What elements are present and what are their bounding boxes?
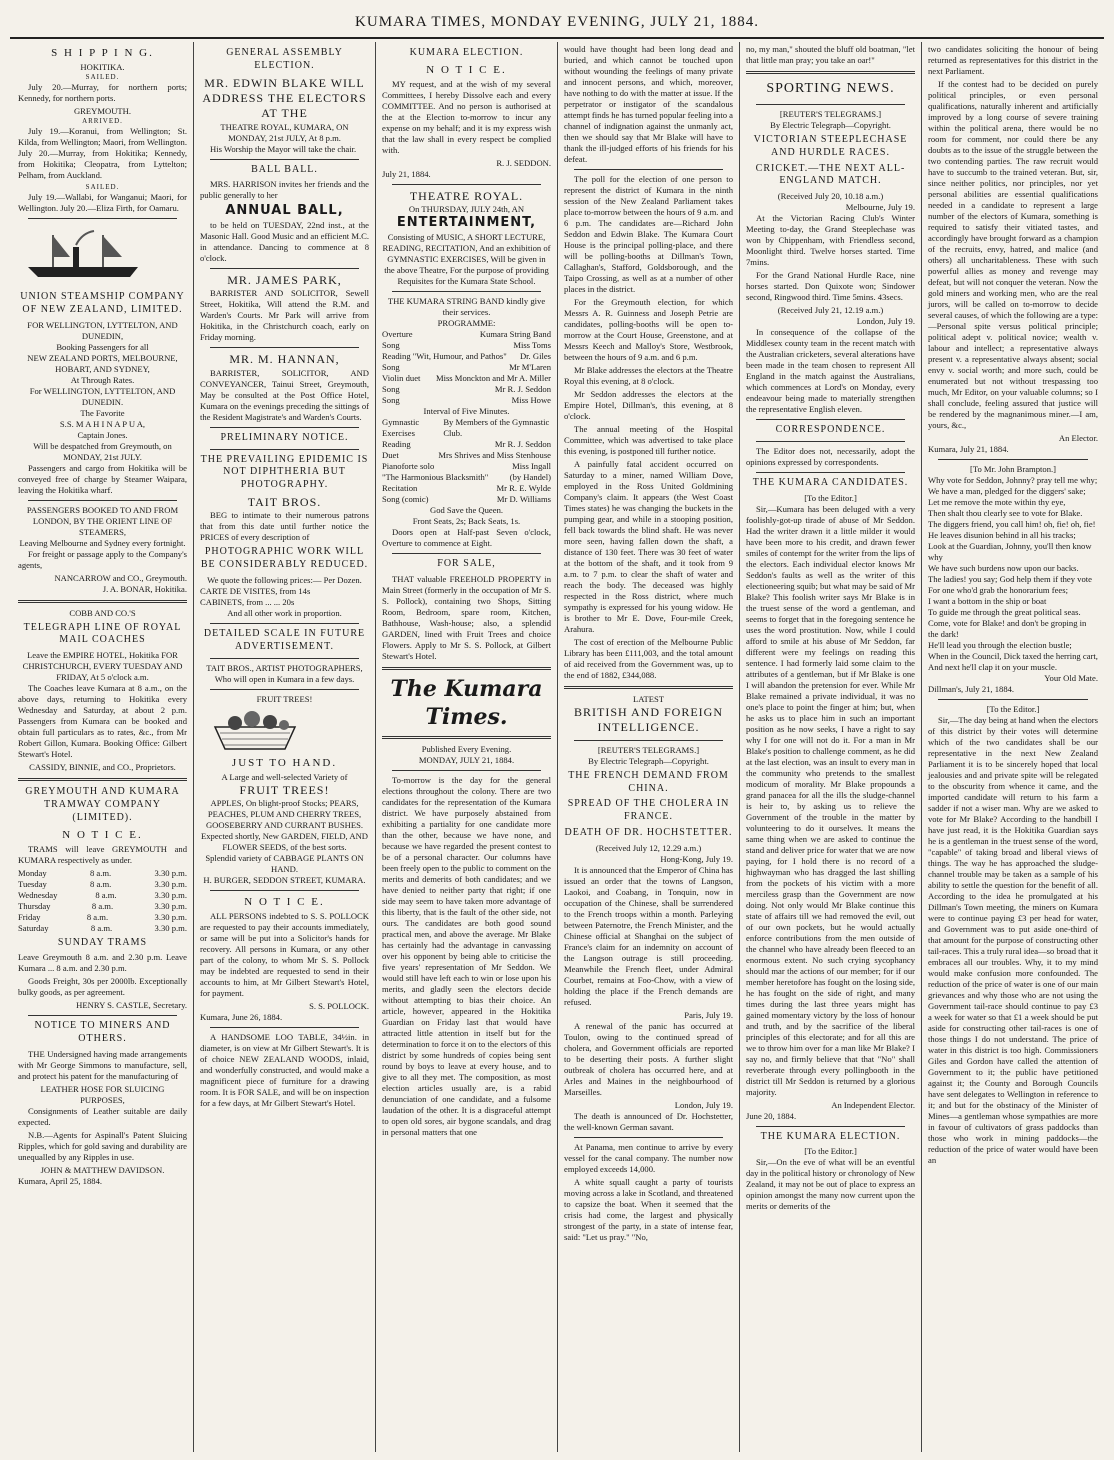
- masthead-rule: [10, 37, 1104, 39]
- divider: [382, 736, 551, 739]
- london-dateline-2: London, July 19.: [856, 316, 915, 327]
- british-foreign-heading: BRITISH AND FOREIGN INTELLIGENCE.: [573, 705, 723, 735]
- to-brampton: [To Mr. John Brampton.]: [969, 464, 1057, 474]
- hospital-text: The annual meeting of the Hospital Committee, which was advertised to take place this evening, is postponed till further notice.: [564, 424, 733, 456]
- london-dateline: London, July 19.: [674, 1099, 733, 1110]
- ga-heading: GENERAL ASSEMBLY ELECTION.: [226, 47, 343, 71]
- poem-line: He'll lead you through the election bustle;: [928, 640, 1072, 650]
- agent-1: NANCARROW and CO., Greymouth.: [54, 572, 187, 583]
- annual-ball-title: ANNUAL BALL,: [225, 203, 344, 219]
- programme-item: Pianoforte solo Miss Ingall: [382, 460, 551, 471]
- poem-line: To guide me through the great political seas.: [928, 607, 1081, 617]
- column-5: [740, 42, 922, 1452]
- programme-item: Duet Mrs Shrives and Miss Stenhouse: [382, 449, 551, 460]
- castle-sig: HENRY S. CASTLE, Secretary.: [76, 1000, 187, 1011]
- sailing-date: MONDAY, 21st JULY.: [63, 451, 142, 462]
- programme-item: Violin duet Miss Monckton and Mr A. Miller: [382, 372, 551, 383]
- hongkong-dateline: Hong-Kong, July 19.: [660, 853, 733, 864]
- letter-sig: An Independent Elector.: [831, 1099, 915, 1110]
- fruit-basket-icon: [200, 705, 310, 751]
- squall-continued: no, my man," shouted the bluff old boatman, "let that little man pray; you take an oar!": [746, 44, 915, 65]
- interval-line: Interval of Five Minutes.: [423, 405, 510, 416]
- prelim-heading: PRELIMINARY NOTICE.: [220, 431, 349, 443]
- schedule-row: Tuesday 8 a.m. 3.30 p.m.: [18, 878, 187, 889]
- park-text: BARRISTER AND SOLICITOR, Sewell Street, Hokitika, Will attend the R.M. and Warden's Courts. Mr Park will arrive from Hokitika, in the Christchurch coach, early on Friday morning.: [200, 288, 369, 343]
- leader-continued: would have thought had been long dead and buried, and which cannot be touched upon without wounding the feelings of many private and innocent persons, and which, moreover, have nothing to do with the matter at issue. If the perpetrator or instigator of the scandalous attempt finds he has turned popular feeling into a channel of indignation against the unmanly act, then we should say that Mr Blake will have to thank the ill-judged efforts of his friends for his defeat.: [564, 44, 733, 164]
- union-rates: At Through Rates.: [70, 374, 135, 385]
- programme-item: Song (comic) Mr D. Williams: [382, 493, 551, 504]
- divider: [210, 449, 359, 450]
- divider: [210, 268, 359, 269]
- steeplechase-text: At the Victorian Racing Club's Winter Meeting to-day, the Grand Steeplechase was won by Chippenham, with Friendless second, Moonlight third. Twelve horses started. Time 7mins.: [746, 213, 915, 268]
- ball-heading: BALL BALL.: [251, 163, 318, 175]
- poem-line: I want a bottom in the ship or boat: [928, 596, 1047, 606]
- seddon-notice-text: MY request, and at the wish of my several Committees, I hereby Dissolve each and every COMMITTEE. And no person is authorised at the at the Election to-morrow to incur any expense on my behalf; and it is my express wish that the law shall in every respect be complied with.: [382, 78, 551, 155]
- schedule-row: Saturday 8 a.m. 3.30 p.m.: [18, 922, 187, 933]
- union-ports: NEW ZEALAND PORTS, MELBOURNE, HOBART, AND SYDNEY,: [27, 352, 178, 374]
- greymouth-heading: GREYMOUTH.: [73, 106, 132, 117]
- quote-line: We quote the following prices:— Per Dozen.: [207, 574, 362, 585]
- sporting-news-heading: SPORTING NEWS.: [766, 81, 895, 96]
- byline-2: By Electric Telegraph—Copyright.: [770, 119, 891, 130]
- seddon-address-text: Mr Seddon addresses the electors at the Empire Hotel, Dillman's, this evening, at 8 o'clock.: [564, 389, 733, 421]
- leader-article: To-morrow is the day for the general elections throughout the colony. There are two candidates for the representation of the Kumara district. We have purposely abstained from exhibiting a partiality for one candidate more than the other, because we have none, and because we have regarded the present contest to be of a personal character. Our columns have been freely open to the public to comment on the merits and demerits of both candidates; and we have denied to neither party that right; if one side may seem to have taken more advantage of this liberty, that is the fault of the other side, not ours. The candidates are both good sound practical men, and above the average. Mr Blake has certainly had the advantage in canvassing over his opponent by being able to criticise the five years' representation of Mr Seddon. We would still have left each to win or lose upon his merits, and gladly seen the electors decide without attempting to bias their choice. An article, however, appeared in the Hokitika Guardian on Friday last that would have attracted little attention in itself but for the determination to force it on to the electors of this district by some hundreds of copies being sent round by boys to leave at every house, and to give to all they met. The composition, as most election articles usually are, is a rabid denunciation of one candidate, and a fulsome laudation of the other. It is a disgraceful attempt to open old sores, air bygone scandals, and drag in personal matters that one: [382, 774, 551, 1137]
- divider: [756, 104, 905, 105]
- favorite-label: The Favorite: [80, 407, 125, 418]
- string-band: THE KUMARA STRING BAND kindly give their services.: [387, 295, 546, 317]
- cricket-text: In consequence of the collapse of the Middlesex county team in the recent match with the Australian cricketers, several alterations have been made in the team chosen to represent All England in the match against the Australians, which commences at Lord's on Monday, every endeavour being made to materially strengthen the representative English eleven.: [746, 327, 915, 415]
- poem-line: Let me remove the mote within thy eye,: [928, 497, 1066, 507]
- poem-line: And next he'll clap it on your muscle.: [928, 662, 1057, 672]
- cabbage-line: Splendid variety of CABBAGE PLANTS ON HAND.: [205, 852, 364, 874]
- arrived-label: ARRIVED.: [82, 117, 123, 126]
- seats-line: Front Seats, 2s; Back Seats, 1s.: [412, 515, 521, 526]
- divider: [564, 686, 733, 689]
- poem-date: Dillman's, July 21, 1884.: [928, 684, 1015, 694]
- harrison-text: MRS. HARRISON invites her friends and the public generally to her: [200, 179, 369, 201]
- ship-name: S.S. M A H I N A P U A,: [59, 418, 146, 429]
- trams-leave: TRAMS will leave GREYMOUTH and KUMARA respectively as under.: [18, 843, 187, 865]
- notice-heading: N O T I C E.: [62, 828, 143, 841]
- kumara-election-heading: THE KUMARA ELECTION.: [760, 1130, 901, 1142]
- blake-address-text: Mr Blake addresses the electors at the Theatre Royal this evening, at 8 o'clock.: [564, 365, 733, 386]
- union-for: FOR WELLINGTON, LYTTELTON, AND DUNEDIN,: [27, 319, 178, 341]
- queen-line: God Save the Queen.: [429, 504, 504, 515]
- davidson-date: Kumara, April 25, 1884.: [18, 1175, 103, 1186]
- to-editor-2: [To the Editor.]: [804, 1146, 857, 1157]
- correspondence-heading: CORRESPONDENCE.: [775, 424, 886, 436]
- tait-artists: TAIT BROS., ARTIST PHOTOGRAPHERS, Who will open in Kumara in a few days.: [206, 662, 363, 684]
- letter-body: If the contest had to be decided on purely political principles, or even personal qualifications, naturally inherent and artificially improved by a long course of severe training within the political arena, there would be no room for comment, nor could there be any doubts as to the issue of the struggle between the two contending parties. The raw recruit would have to succumb to the trained veteran. But, sir, since neither politics, nor principles, nor yet personal abilities are essential qualifications needed in a candidate to represent a large number of the electors of Kumara, something is required to satisfy their vitiated tastes, and accordingly have brought forward as a champion of the recruits, envy, hatred, and malice (and others) all uncharitableness. These with such powerful allies as money and revenge may defeat, but will not conquer the veteran. Now the gold miners and working men, who are the real jurors, will be called on to-morrow to decide several causes, of which the following are a type:—Personal spite versus political principle; political adept v. political novice; wealth v. labour and intellect; a representative always present v. a representative always absent; social envy v. social worth; and more such, could be enumerated but not without trespassing too much, Mr Editor, on your valuable columns; so I shall conclude, feeling assured that justice will be rendered by the magnanimous miner.—I am, yours, &c.,: [928, 79, 1098, 430]
- to-editor-3: [To the Editor.]: [986, 704, 1040, 714]
- steamship-icon: [18, 227, 148, 281]
- blake-notice: MR. EDWIN BLAKE WILL ADDRESS THE ELECTORS AT THE: [202, 75, 367, 121]
- hokitika-heading: HOKITIKA.: [80, 62, 125, 73]
- schedule-row: Wednesday 8 a.m. 3.30 p.m.: [18, 889, 187, 900]
- booked-heading: PASSENGERS BOOKED TO AND FROM: [26, 504, 179, 515]
- divider: [28, 500, 177, 501]
- other-work: And all other work in proportion.: [227, 607, 342, 618]
- poem-line: When in the Council, Dick taxed the herring cart,: [928, 651, 1098, 661]
- divider: [210, 1027, 359, 1028]
- masthead: KUMARA TIMES, MONDAY EVENING, JULY 21, 1884.: [355, 14, 759, 30]
- reuter-label-2: [REUTER'S TELEGRAMS.]: [779, 108, 882, 119]
- letter-date: June 20, 1884.: [746, 1110, 797, 1121]
- union-booking: Booking Passengers for all: [56, 341, 149, 352]
- melbourne-dateline: Melbourne, July 19.: [845, 202, 915, 213]
- agent-2: J. A. BONAR, Hokitika.: [102, 583, 187, 594]
- photo-work: PHOTOGRAPHIC WORK WILL BE CONSIDERABLY REDUCED.: [200, 546, 369, 571]
- hochstetter-heading: DEATH OF DR. HOCHSTETTER.: [564, 826, 733, 838]
- divider: [210, 347, 359, 348]
- divider: [210, 623, 359, 624]
- union-for-2: For WELLINGTON, LYTTELTON, AND DUNEDIN.: [29, 385, 176, 407]
- sailed-label-2: SAILED.: [85, 182, 120, 191]
- freight-text: For freight or passage apply to the Company's agents,: [18, 548, 187, 570]
- notice-heading-3: N O T I C E.: [426, 63, 507, 76]
- divider: [746, 71, 915, 74]
- divider: [28, 1015, 177, 1016]
- burger-sig: H. BURGER, SEDDON STREET, KUMARA.: [203, 874, 366, 885]
- passengers-text: Passengers and cargo from Hokitika will be conveyed free of charge by Steamer Waipara, leaving the Hokitika wharf.: [18, 462, 187, 495]
- divider: [392, 770, 541, 771]
- entertainment-title: ENTERTAINMENT,: [396, 215, 537, 231]
- cricket-heading: CRICKET.—THE NEXT ALL-ENGLAND MATCH.: [755, 162, 906, 187]
- latest-label: LATEST: [632, 694, 665, 704]
- pollock-sig: S. S. POLLOCK.: [309, 1001, 369, 1012]
- epidemic-text: THE PREVAILING EPIDEMIC IS NOT DIPHTHERIA BUT PHOTOGRAPHY.: [200, 453, 369, 491]
- loo-table-text: A HANDSOME LOO TABLE, 34½in. in diameter, is on view at Mr Gilbert Stewart's. It is of choice NEW ZEALAND WOODS, inlaid, and wonderfully constructed, and would make a magnificent piece of furniture for a drawing room. It is FOR SALE, and will be on inspection for a few days, at Mr Gilbert Stewart's Hotel.: [200, 1032, 369, 1109]
- elector-sig: An Elector.: [1058, 433, 1098, 443]
- notice-heading-2: N O T I C E.: [244, 895, 325, 908]
- cholera-heading: SPREAD OF THE CHOLERA IN FRANCE.: [567, 798, 730, 823]
- apples-list: APPLES, On blight-proof Stocks; PEARS, PEACHES, PLUM AND CHERRY TREES, GOOSEBERRY AND CURRANT BUSHES. Expected shortly, New GARDEN, FIELD, AND FLOWER SEEDS, of the best sorts.: [201, 797, 368, 852]
- ball-text: to be held on TUESDAY, 22nd inst., at the Masonic Hall. Good Music and an efficient M.C. in attendance. Dancing to commence at 8 o'clock.: [200, 220, 369, 264]
- coach-leave: Leave the EMPIRE HOTEL, Hokitika FOR CHRISTCHURCH, EVERY TUESDAY AND FRIDAY, At 5 o'clock a.m.: [22, 650, 183, 683]
- to-editor: [To the Editor.]: [804, 492, 857, 503]
- divider: [574, 169, 723, 170]
- divider: [938, 699, 1088, 700]
- accident-text: A painfully fatal accident occurred on Saturday to a miner, named William Dove, employed in the Ross United Goldmining Company's claim. It appears (the West Coast Times states) he was changing the buckets in the pumping gear, and while in a stooping position, fell back towards the blind shaft. He was never more seen, having fallen down the shaft, a distance of 130 feet. There was 30 feet of water at the bottom of the shaft, and it took from 9 a.m. to 7 p.m. to clear the shaft of water and reach the body. The deceased was highly respected in the Ross district, where much sympathy is expressed for his young widow. He is brother to Mr E. Dove, Four-mile Creek, Arahura.: [564, 459, 733, 634]
- programme-item: Overture Kumara String Band: [382, 328, 551, 339]
- davidson-sig: JOHN & MATTHEW DAVIDSON.: [40, 1164, 165, 1175]
- byline: By Electric Telegraph—Copyright.: [588, 755, 709, 766]
- consign-text: Consignments of Leather suitable are daily expected.: [18, 1105, 187, 1127]
- seddon-sig: R. J. SEDDON.: [496, 157, 551, 168]
- doors-text: Doors open at Half-past Seven o'clock, Overture to commence at Eight.: [382, 526, 551, 548]
- coaches-text: The Coaches leave Kumara at 8 a.m., on the above days, returning to Hokitika every Wednesday and Saturday, at about 2 p.m. Passengers from Kumara can be booked and obtain full particulars as to rates, &c., from Mr Robert Gillon, Kumara. Booking Office: Gilbert Stewart's Hotel.: [18, 683, 187, 760]
- hannan-text: BARRISTER, SOLICITOR, AND CONVEYANCER, Tainui Street, Greymouth, May be consulted at the Post Office Hotel, Kumara on the evenings preceding the sittings of the Resident Magistrate's and Warden's Courts.: [200, 367, 369, 422]
- candidates-heading: THE KUMARA CANDIDATES.: [752, 476, 909, 488]
- poem-line: Come, vote for Blake! and don't be groping in the dark!: [928, 618, 1087, 639]
- poem-sig: Your Old Mate.: [1044, 673, 1098, 683]
- for-sale-text: THAT valuable FREEHOLD PROPERTY in Main Street (formerly in the occupation of Mr S. S. Pollock), containing two Shops, Sitting Room, Bedroom, spare room, Kitchen, Bathhouse, Wash-house; also, a splendid GARDEN, lined with Fruit Trees and choice Flowers. Apply to Mr S. S. Pollock, at Gilbert Stewart's Hotel.: [382, 573, 551, 661]
- poll-text: The poll for the election of one person to represent the district of Kumara in the ninth session of the New Zealand Parliament takes place to-morrow between the hours of 9 a.m. and 6 p.m. The candidates are—Richard John Seddon and Edwin Blake. The Kumara Court House is the principal polling-place, and there will be polling-booths at Dillman's Town, Callaghan's, Stafford, Goldsborough, and the Taipo Crossing, as well as at a number of other places in the district.: [564, 174, 733, 294]
- schedule-row: Friday 8 a.m. 3.30 p.m.: [18, 911, 187, 922]
- worship-text: His Worship the Mayor will take the chair.: [210, 143, 357, 154]
- issue-date: MONDAY, JULY 21, 1884.: [418, 754, 515, 765]
- divider: [210, 890, 359, 891]
- shipping-heading: S H I P P I N G.: [51, 47, 154, 59]
- consisting-text: Consisting of MUSIC, A SHORT LECTURE, READING, RECITATION, And an exhibition of GYMNASTIC EXERCISES, Will be given in the above Theatre, For the purpose of providing Requisites for the Kumara State School.: [382, 231, 551, 286]
- poem-line: We have a man, pledged for the diggers' sake;: [928, 486, 1086, 496]
- divider: [18, 778, 187, 781]
- poem-line: For one who'd grab the honorarium fees;: [928, 585, 1068, 595]
- despatched: Will be despatched from Greymouth, on: [33, 440, 172, 451]
- hochstetter-text: The death is announced of Dr. Hochstetter, the well-known German savant.: [564, 1110, 733, 1132]
- received-1: (Received July 20, 10.18 a.m.): [777, 191, 884, 202]
- london-line: LONDON, BY THE ORIENT LINE OF STEAMERS,: [32, 515, 173, 537]
- telegraph-line: TELEGRAPH LINE OF ROYAL MAIL COACHES: [23, 621, 182, 646]
- programme-heading: PROGRAMME:: [437, 317, 496, 328]
- divider: [18, 600, 187, 603]
- fruit-trees-title: FRUIT TREES!: [239, 782, 330, 797]
- divider: [756, 472, 905, 473]
- theatre-royal-heading: THEATRE ROYAL.: [409, 188, 524, 203]
- divider: [392, 553, 541, 554]
- cabinets-price: CABINETS, from ... ... 20s: [200, 596, 295, 607]
- nb-text: N.B.—Agents for Aspinall's Patent Sluicing Ripples, which for gold saving and durability are unequalled by any Ripples in use.: [18, 1129, 187, 1162]
- large-variety: A Large and well-selected Variety of: [221, 771, 348, 782]
- divider: [210, 159, 359, 160]
- pollock-text: ALL PERSONS indebted to S. S. POLLOCK are requested to pay their accounts immediately, or same will be put into a Solicitor's hands for recovery. All persons in Kumara, or any other part of the colony, to whom Mr S. S. Pollock may be indebted are requested to send in their accounts to him, at Mr Gilbert Stewart's Hotel, for payment.: [200, 911, 369, 999]
- for-sale-heading: FOR SALE,: [437, 557, 496, 569]
- hurdle-text: For the Grand National Hurdle Race, nine horses started. Don Quixote won; Sindower second, Ringwood third. Time 5mins. 43secs.: [746, 270, 915, 303]
- programme-item: Song Miss Toms: [382, 339, 551, 350]
- editor-note: The Editor does not, necessarily, adopt the opinions expressed by correspondents.: [746, 445, 915, 467]
- seddon-date: July 21, 1884.: [382, 168, 431, 179]
- programme-item: Reading "Wit, Humour, and Pathos" Dr. Giles: [382, 350, 551, 361]
- panama-text: At Panama, men continue to arrive by every vessel for the canal company. The number now employed exceeds 14,000.: [564, 1141, 733, 1174]
- newspaper-title: The Kumara Times.: [390, 675, 543, 730]
- column-4: [558, 42, 740, 1452]
- divider: [210, 658, 359, 659]
- programme-list: [382, 329, 551, 406]
- elector-date: Kumara, July 21, 1884.: [928, 444, 1009, 454]
- panic-text: A renewal of the panic has occurred at Toulon, owing to the continued spread of cholera, and Government officials are reported to be deserting their posts. A further slight outbreak of cholera has occurred here, and at Arles and Maines in the neighbourhood of Marseilles.: [564, 1020, 733, 1097]
- captain: Captain Jones.: [77, 429, 128, 440]
- tram-schedule: [18, 868, 187, 934]
- sailed-label: SAILED.: [85, 73, 120, 82]
- water-letter: Sir,—The day being at hand when the electors of this district by their votes will determine which of the two candidates shall be our representative in the next New Zealand Parliament it is to be sincerely hoped that local jealousies and and private spite will be relegated to the obscurity from whence it came, and the imported candidate will return to his farm a sadder if not a wiser man. Why are we asked to vote for Mr Blake? According to the handbill I have just read, it is the Hokitika Guardian says he is a gentleman in the truest sense of the word, "capable" of taking broad and liberal views of things. The way he has approached the sludge-channel trouble may be taken as a sample of his ability to settle the question for the benefit of all. According to the idea he promulgated at his Dillman's Town meeting, the miners on Kumara were to continue paying £3 per head for water, and Government was to put aside one-third of that amount for the purpose of constructing other tail-races. This a truly rural idea—so broad that it embraces all our troubles. Why, it to my mind would make confusion more confounded. The reduction of the price of water is one of our main grievances and why those who are not using the Government tail-race should continue to pay £3 a week for water so that £1 a week should be put aside for constructing other tail-races is one of those things I do not understand. The price of water in this district is too high. Commissioners Giles and Gordon have called the attention of Government to it; the public have petitioned against it; the County and Borough Councils have sent delegates to Wellington in reference to it; and but for the obstinacy of the Minister of Mines—a gentleman whose sympathies are more in favour of cultivators of grass paddocks than those who work in mining paddocks—the reduction of the price of water would have been an: [928, 715, 1098, 1165]
- programme-item: "The Harmonious Blacksmith" (by Handel): [382, 471, 551, 482]
- column-6: [922, 42, 1104, 1452]
- sunday-heading: SUNDAY TRAMS: [57, 936, 148, 948]
- fruit-trees-banner: FRUIT TREES!: [256, 693, 313, 704]
- pollock-date: Kumara, June 26, 1884.: [200, 1012, 283, 1023]
- cartes-price: CARTE DE VISITES, from 14s: [200, 585, 311, 596]
- schedule-row: Thursday 8 a.m. 3.30 p.m.: [18, 900, 187, 911]
- poem-line: Look at the Guardian, Johnny, you'll then know why: [928, 541, 1092, 562]
- programme-item: Song Mr M'Laren: [382, 361, 551, 372]
- hannan-heading: MR. M. HANNAN,: [229, 352, 340, 367]
- letter-continued: two candidates soliciting the honour of being returned as representatives for this district in the next Parliament.: [928, 44, 1098, 76]
- programme-item: Song Mr R. J. Seddon: [382, 383, 551, 394]
- poem-line: The diggers friend, you call him! oh, fie! oh, fie!: [928, 519, 1096, 529]
- scale-notice: DETAILED SCALE IN FUTURE ADVERTISEMENT.: [203, 627, 366, 652]
- thursday-line: On THURSDAY, JULY 24th, AN: [408, 204, 525, 215]
- divider: [392, 184, 541, 185]
- divider: [210, 427, 359, 428]
- park-heading: MR. JAMES PARK,: [227, 273, 342, 288]
- election-heading: KUMARA ELECTION.: [409, 47, 524, 58]
- divider: [756, 1126, 905, 1127]
- greymouth-election-text: For the Greymouth election, for which Messrs A. R. Guinness and Joseph Petrie are candidates, polling-booths will be open to-morrow at the Court House, Greenstone, and at Messrs Keech and Malloy's Store, Westbrook, between the hours of 9 a.m. and 6 p.m.: [564, 297, 733, 362]
- reuter-label: [REUTER'S TELEGRAMS.]: [597, 744, 700, 755]
- goods-text: Goods Freight, 30s per 2000lb. Exceptionally bulky goods, as per agreement.: [18, 976, 187, 998]
- divider: [756, 441, 905, 442]
- hokitika-sailed-text: July 20.—Murray, for northern ports; Kennedy, for northern ports.: [18, 82, 187, 104]
- tait-heading: TAIT BROS.: [247, 495, 322, 509]
- greymouth-sailed-text: July 19.—Wallabi, for Wanganui; Maori, for Wellington. July 20.—Eliza Firth, for Oamaru.: [18, 191, 187, 213]
- cobb-heading: COBB AND CO.'S: [69, 607, 136, 618]
- poem-line: We have such burdens now upon our backs.: [928, 563, 1079, 573]
- poem-line: He leaves disunion behind in all his tracks;: [928, 530, 1076, 540]
- page-columns: [12, 42, 1104, 1452]
- divider: [210, 689, 359, 690]
- poem-line: The ladies! you say; God help them if they vote: [928, 574, 1092, 584]
- divider: [28, 218, 177, 219]
- union-heading: UNION STEAMSHIP COMPANY OF NEW ZEALAND, LIMITED.: [20, 290, 185, 315]
- tait-text: BEG to intimate to their numerous patrons that from this date until further notice the PRICES of every description of: [200, 510, 369, 543]
- received-2: (Received July 21, 12.19 a.m.): [777, 305, 884, 316]
- divider: [574, 1137, 723, 1138]
- published-line: Published Every Evening.: [421, 743, 512, 754]
- squall-text: A white squall caught a party of tourists moving across a lake in Scotland, and threatened to capsize the boat. When it seemed that the crisis had come, the largest and physically strongest of the party, in a state of intense fear, said: "Let us pray." "No,: [564, 1176, 733, 1242]
- divider: [756, 419, 905, 420]
- library-text: The cost of erection of the Melbourne Public Library has been £111,003, and the total amount of aid received from the Government was, up to the end of 1882, £344,088.: [564, 637, 733, 680]
- divider: [382, 667, 551, 670]
- divider: [938, 459, 1088, 460]
- china-text: It is announced that the Emperor of China has issued an order that the towns of Langson, Laokoi, and Coabang, in Tonquin, now in occupation of the Chinese, shall be surrendered to the French troops within a month. Parleying between Paternotre, the French Minister, and the Chinese official at Shanghai on the subject of France's claim for an indemnity on account of the Langson outrage is still proceeding. Meanwhile the French fleet, under Admiral Courbet, remains at Foo-Chow, with a view of holding the place if the French demands are refused.: [564, 864, 733, 1007]
- sunday-text: Leave Greymouth 8 a.m. and 2.30 p.m. Leave Kumara ... 8 a.m. and 2.30 p.m.: [18, 952, 187, 974]
- just-to-hand: JUST TO HAND.: [231, 756, 338, 769]
- election-letter: Sir,—On the eve of what will be an eventful day in the political history or chronology of New Zealand, it may not be out of place to express an opinion amongst the many now current upon the merits or demerits of the: [746, 1157, 915, 1212]
- hose-line: LEATHER HOSE FOR SLUICING PURPOSES,: [40, 1083, 165, 1105]
- programme-item: Gymnastic Exercises By Members of the Gymnastic Club.: [382, 416, 550, 438]
- miners-text: THE Undersigned having made arrangements with Mr George Simmons to manufacture, sell, and protect his patent for the manufacturing of: [18, 1048, 187, 1081]
- cassidy-sig: CASSIDY, BINNIE, and CO., Proprietors.: [29, 762, 176, 773]
- schedule-row: Monday 8 a.m. 3.30 p.m.: [18, 867, 187, 878]
- poem: [928, 475, 1098, 673]
- divider: [392, 291, 541, 292]
- programme-item: Song Miss Howe: [382, 394, 551, 405]
- column-3: [376, 42, 558, 1452]
- tramway-heading: GREYMOUTH AND KUMARA TRAMWAY COMPANY (LIMITED).: [25, 786, 180, 823]
- victorian-heading: VICTORIAN STEEPLECHASE AND HURDLE RACES.: [753, 133, 908, 158]
- miners-heading: NOTICE TO MINERS AND OTHERS.: [34, 1020, 171, 1045]
- received-line: (Received July 12, 12.29 a.m.): [595, 842, 702, 853]
- divider: [574, 740, 723, 741]
- programme-item: Reading Mr R. J. Seddon: [382, 438, 551, 449]
- programme-item: Recitation Mr R. E. Wylde: [382, 482, 551, 493]
- theatre-notice: THEATRE ROYAL, KUMARA, ON MONDAY, 21st JULY, At 8 p.m.: [220, 121, 349, 143]
- candidates-letter: Sir,—Kumara has been deluged with a very foolishly-got-up tirade of abuse of Mr Seddon. Had the writer drawn it a little milder it would have been more to his credit, and drawn fewer smiles of contempt for the writer from the lips of the electors. Each individual elector knows Mr Seddon's faults as well as the writer of this electioneering squib; but what may be said of Mr Blake? This foolish writer says Mr Blake is in the truest sense of the word a gentleman, and seems to forget that in the foregoing sentence he uses the word prostitution. Now, while I could afford to smile at his abuse of Mr Seddon, far different were my feelings on reading this sentence. I had formerly laid some claim to the attributes of a gentleman, but if Mr Blake is one I will abandon the pretension for ever. While Mr Blake remained a private individual, it was no one's place to point the finger at him; but, when he asks us to place him in such an important position as he now seeks, I have a right to say why I for one will not do it. For a man in Mr Blake's position to challenge comment, as he did at the last election, was an insult to every man in the community who pretends to the smallest modicum of morality. Mr Blake propounds a grand panacea for all the ills the sludge-channel is heir to, by asking us to relieve the Government of the trouble in the matter by volunteering to do it ourselves. It means the same thing when we are asked to continue the stand and deliver price for water that we are now paying, for I hold there is no record of a highwayman who has dragged the last shilling from the pockets of his victim with a more merciless grasp than the Government are now doing. Not only would Mr Blake continue this state of affairs till we had removed the evil, out of our own pockets, but he would actually enforce contributions from the men outside of the channel who have already been fleeced to an enormous extent. No such crying sycophancy should mar the actions of our member; for if our member heretofore has fought on the losing side, he has fought on the side of right, and many times during the last three years might has gained momentary victory by the loss of honour and truth, and by the sacrifice of the liberal principles of this electorate; and for all this are we to throw him over for a man like Mr Blake? I say no, and firmly believe that that "No" shall reverberate through every pollingbooth in the district till Mr Seddon is returned by a glorious majority.: [746, 503, 915, 1097]
- column-2: [194, 42, 376, 1452]
- column-1: [12, 42, 194, 1452]
- poem-line: Why vote for Seddon, Johnny? pray tell me why;: [928, 475, 1098, 485]
- paris-dateline: Paris, July 19.: [684, 1009, 733, 1020]
- leaving-text: Leaving Melbourne and Sydney every fortnight.: [19, 537, 186, 548]
- programme-list-2: [382, 417, 551, 505]
- french-demand-heading: THE FRENCH DEMAND FROM CHINA.: [568, 769, 729, 794]
- greymouth-arrived-text: July 19.—Koranui, from Wellington; St. Kilda, from Wellington; Maori, from Wellington. July 20.—Murray, from Hokitika; Kennedy, from Hokitika; Cleopatra, from Lyttelton; Pelham, from Auckland.: [18, 125, 187, 180]
- poem-line: Then shalt thou clearly see to vote for Blake.: [928, 508, 1083, 518]
